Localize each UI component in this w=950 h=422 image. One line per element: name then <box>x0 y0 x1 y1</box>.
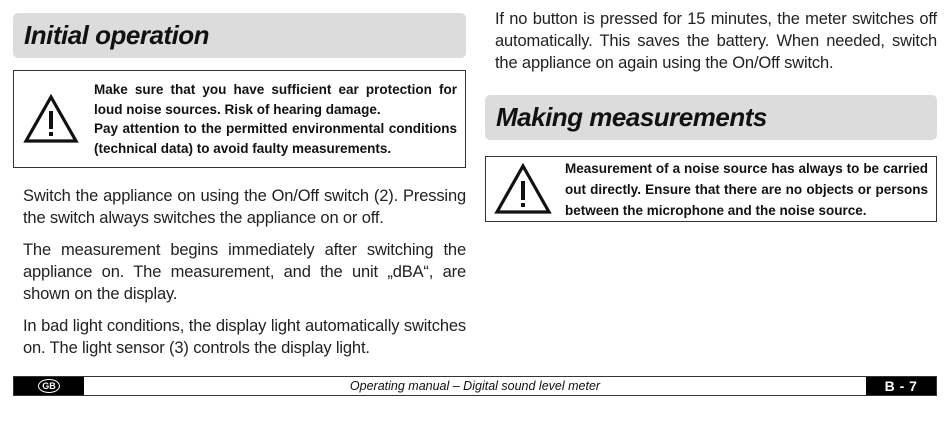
paragraph-display-light: In bad light conditions, the display light automatically switches on. The light sensor (3) controls the display light. <box>23 317 466 357</box>
page-footer <box>13 376 937 396</box>
warning-text: Measurement of a noise source has always to be carried out directly. Ensure that there are no objects or persons between the microphone and the noise source. <box>565 160 928 218</box>
paragraph-switch-on: Switch the appliance on using the On/Off switch (2). Pressing the switch always switches the appliance on or off. <box>23 187 466 227</box>
left-body <box>13 185 466 359</box>
warning-triangle-icon <box>14 94 88 144</box>
warning-line-ear: Make sure that you have sufficient ear protection for loud noise sources. Risk of hearing damage. <box>94 82 457 117</box>
paragraph-measurement-begins: The measurement begins immediately after switching the appliance on. The measurement, and the unit „dBA“, are shown on the display. <box>23 241 466 303</box>
manual-title: Operating manual – Digital sound level meter <box>349 379 601 393</box>
warning-text <box>88 80 465 158</box>
warning-box-direct-measurement <box>485 156 937 222</box>
section-heading-initial-operation: Initial operation <box>13 13 466 58</box>
left-column <box>13 0 466 359</box>
warning-line-conditions: Pay attention to the permitted environmental conditions (technical data) to avoid faulty measurements. <box>94 121 457 156</box>
warning-triangle-icon <box>486 163 560 215</box>
section-heading-making-measurements: Making measurements <box>485 95 937 140</box>
paragraph-auto-off: If no button is pressed for 15 minutes, the meter switches off automatically. This saves the battery. When needed, switch the appliance on again using the On/Off switch. <box>495 10 937 72</box>
language-cell <box>14 377 84 395</box>
page-number: B - 7 <box>866 377 936 395</box>
warning-box-ear-protection <box>13 70 466 168</box>
language-badge: GB <box>38 379 60 393</box>
right-column <box>485 0 937 222</box>
